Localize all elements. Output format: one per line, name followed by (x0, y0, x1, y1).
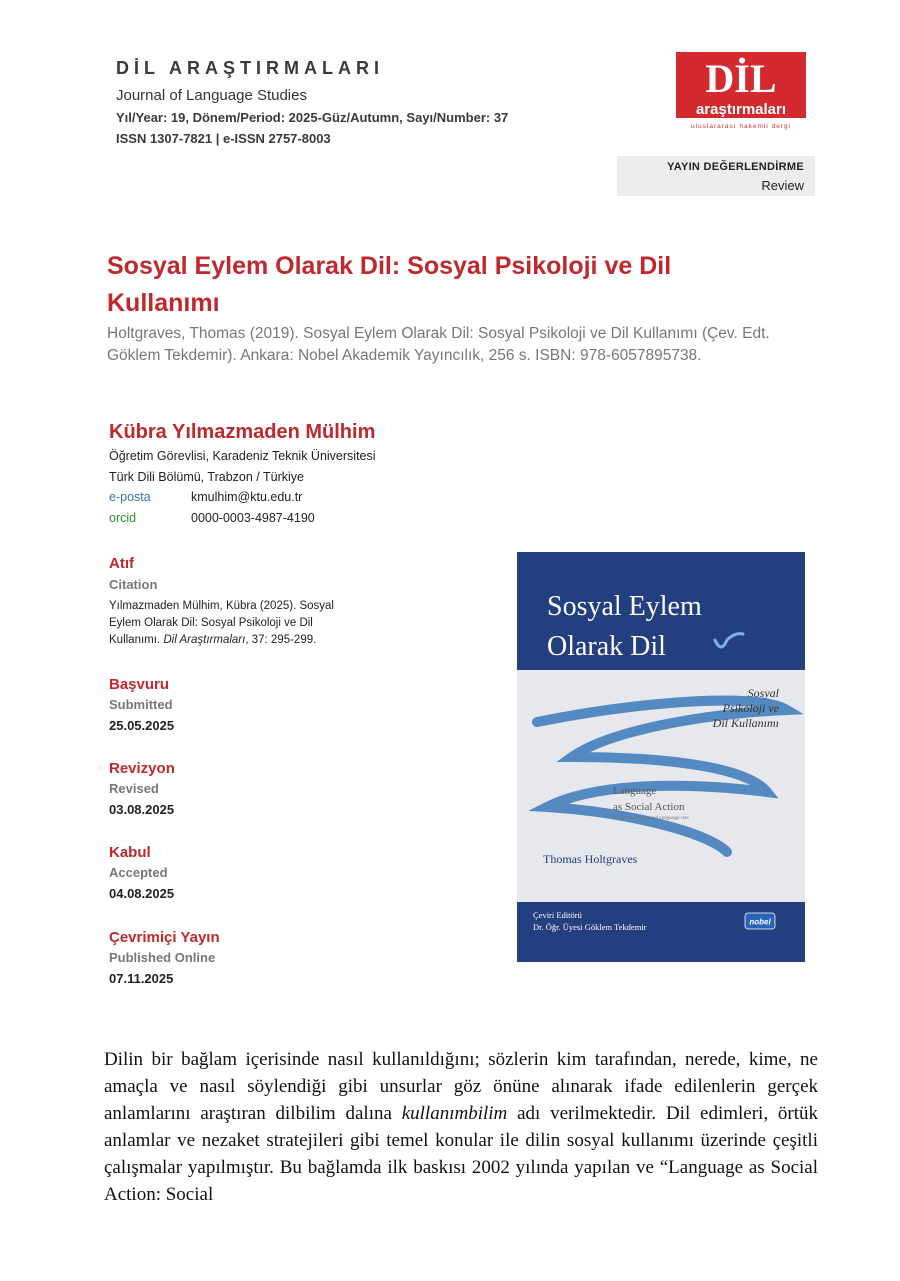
cover-title-1: Sosyal Eylem (547, 591, 702, 622)
submitted-heading-en: Submitted (109, 697, 173, 712)
orcid-link[interactable]: 0000-0003-4987-4190 (191, 511, 315, 525)
published-heading-en: Published Online (109, 950, 216, 965)
email-label: e-posta (109, 490, 151, 504)
citation-text: Yılmazmaden Mülhim, Kübra (2025). Sosyal Eylem Olarak Dil: Sosyal Psikoloji ve Dil Kullanımı. Dil Araştırmaları, 37: 295-299. (109, 600, 334, 646)
book-cover (517, 552, 805, 962)
svg-text:Çeviri Editörü: Çeviri Editörü (533, 910, 582, 920)
cover-author: Thomas Holtgraves (543, 852, 638, 866)
journal-logo (676, 52, 806, 132)
svg-text:araştırmaları: araştırmaları (695, 101, 787, 118)
svg-text:Dr. Öğr. Üyesi Göklem Tekdemir: Dr. Öğr. Üyesi Göklem Tekdemir (533, 922, 647, 932)
accepted-date: 04.08.2025 (109, 886, 175, 901)
cover-title-2: Olarak Dil (547, 631, 666, 662)
svg-text:Social Psychology and Language: Social Psychology and Language Use (613, 815, 689, 820)
citation-heading-en: Citation (109, 577, 158, 592)
journal-name: DİL ARAŞTIRMALARI (116, 58, 384, 78)
svg-text:Sosyal: Sosyal (747, 686, 779, 700)
book-reference: Holtgraves, Thomas (2019). Sosyal Eylem Olarak Dil: Sosyal Psikoloji ve Dil Kullanımı (Çev. Edt. Göklem Tekdemir). Ankara: Nobel Akademik Yayıncılık, 256 s. ISBN: 978-6057895738. (107, 325, 770, 364)
author-name: Kübra Yılmazmaden Mülhim (109, 421, 376, 443)
review-label-tr: YAYIN DEĞERLENDİRME (667, 161, 804, 173)
issn-line: ISSN 1307-7821 | e-ISSN 2757-8003 (116, 131, 331, 146)
submitted-date: 25.05.2025 (109, 718, 175, 733)
revised-date: 03.08.2025 (109, 802, 175, 817)
published-heading: Çevrimiçi Yayın (109, 929, 220, 946)
published-date: 07.11.2025 (109, 971, 174, 986)
svg-text:as Social Action: as Social Action (613, 801, 685, 813)
author-affiliation: Öğretim Görevlisi, Karadeniz Teknik Üniversitesi (109, 449, 376, 463)
accepted-heading-en: Accepted (109, 865, 168, 880)
submitted-heading: Başvuru (109, 676, 170, 693)
accepted-heading: Kabul (109, 844, 151, 861)
svg-text:Language: Language (613, 785, 657, 797)
revised-heading: Revizyon (109, 760, 175, 777)
svg-text:uluslararası hakemli dergi: uluslararası hakemli dergi (690, 123, 792, 130)
issue-line: Yıl/Year: 19, Dönem/Period: 2025-Güz/Autumn, Sayı/Number: 37 (116, 110, 509, 125)
svg-text:DİL: DİL (705, 56, 777, 101)
publisher-logo: nobel (749, 917, 771, 927)
journal-subtitle: Journal of Language Studies (116, 87, 307, 104)
svg-text:Dil Kullanımı: Dil Kullanımı (712, 716, 779, 730)
author-department: Türk Dili Bölümü, Trabzon / Türkiye (109, 470, 304, 484)
body-paragraph: Dilin bir bağlam içerisinde nasıl kullanıldığını; sözlerin kim tarafından, nerede, kime, ne amaçla ve nasıl söylendiği gibi unsurlar göz önüne alınarak ifade edilenlerin gerçek anlamlarını araştıran dilbilim dalına kullanımbilim adı verilmektedir. Dil edimleri, örtük anlamlar ve nezaket stratejileri gibi temel konular ile dilin sosyal kullanımı üzerinde çeşitli çalışmalar yapılmıştır. Bu bağlamda ilk baskısı 2002 yılında yapılan ve “Language as Social Action: Social (104, 1049, 818, 1205)
email-row (109, 490, 303, 504)
review-label-en: Review (761, 178, 804, 193)
email-link[interactable]: kmulhim@ktu.edu.tr (191, 490, 303, 504)
revised-heading-en: Revised (109, 781, 159, 796)
orcid-label: orcid (109, 511, 137, 525)
orcid-row (109, 511, 315, 525)
article-title: Sosyal Eylem Olarak Dil: Sosyal Psikoloji ve Dil Kullanımı (107, 252, 672, 317)
svg-text:Psikoloji ve: Psikoloji ve (722, 701, 779, 715)
citation-heading: Atıf (109, 555, 134, 572)
